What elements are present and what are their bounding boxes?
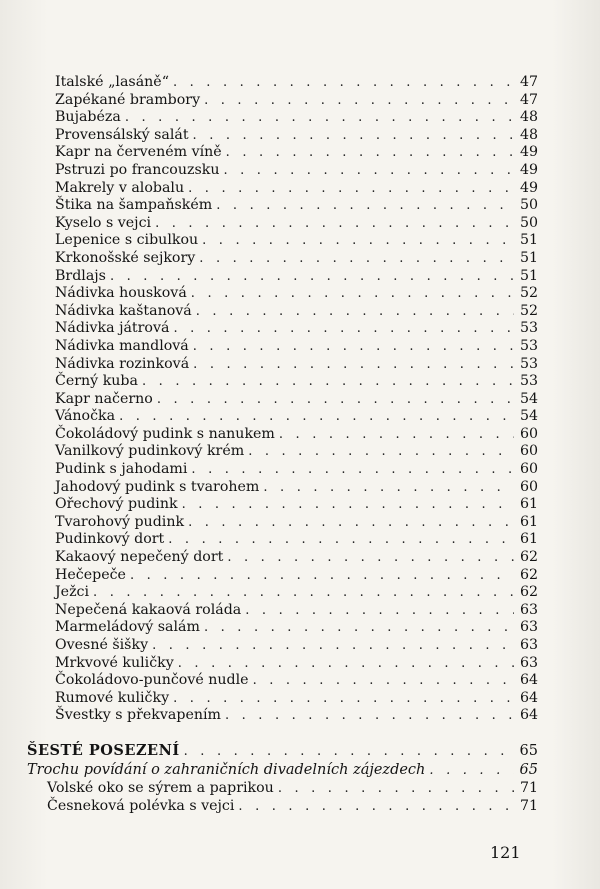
toc-entry-page: 60 (519, 461, 538, 478)
toc-entry[interactable] (55, 408, 538, 426)
toc-entry-page: 61 (519, 531, 538, 548)
toc-entry-title: Ježci (55, 584, 90, 601)
toc-entry[interactable] (55, 496, 538, 514)
toc-entry-title: Provensálský salát (55, 126, 189, 143)
toc-entry-title: Ořechový pudink (55, 496, 178, 513)
toc-entry[interactable] (55, 514, 538, 532)
toc-entry-page: 50 (519, 214, 538, 231)
toc-entry-title: Česneková polévka s vejci (47, 797, 235, 814)
toc-entry[interactable] (55, 144, 538, 162)
leader-dots (168, 531, 514, 549)
leader-dots (173, 320, 514, 338)
toc-entry-title: Pstruzi po francouzsku (55, 161, 220, 178)
toc-entry-title: Marmeládový salám (55, 619, 200, 636)
chapter-heading[interactable] (27, 741, 538, 760)
toc-entry-title: Brdlajs (55, 267, 106, 284)
toc-entry-title: Švestky s překvapením (55, 707, 221, 724)
toc-entry-title: Hečepeče (55, 566, 126, 583)
leader-dots (253, 672, 514, 690)
toc-entry[interactable] (55, 320, 538, 338)
toc-entry-page: 48 (519, 109, 538, 126)
toc-entry-page: 53 (519, 355, 538, 372)
toc-entry-page: 47 (519, 74, 538, 90)
toc-entry-page: 71 (519, 797, 538, 814)
leader-dots (182, 496, 514, 514)
toc-entry-page: 52 (519, 285, 538, 302)
toc-entry-page: 60 (519, 425, 538, 442)
toc-entry[interactable] (55, 356, 538, 374)
toc-entry[interactable] (55, 531, 538, 549)
leader-dots (199, 250, 514, 268)
leader-dots (238, 798, 514, 816)
toc-entry[interactable] (55, 461, 538, 479)
toc-entry-page: 62 (519, 549, 538, 566)
toc-entry[interactable] (55, 584, 538, 602)
leader-dots (157, 391, 514, 409)
leader-dots (125, 109, 514, 127)
leader-dots (204, 92, 514, 110)
leader-dots (188, 180, 514, 198)
chapter-section (27, 741, 538, 815)
toc-entry-title: Volské oko se sýrem a paprikou (47, 780, 274, 796)
toc-entry-title: Kapr na červeném víně (55, 144, 222, 161)
leader-dots (152, 637, 514, 655)
chapter-heading-page: 65 (519, 743, 538, 759)
toc-entry[interactable] (55, 92, 538, 110)
toc-entry-title: Mrkvové kuličky (55, 654, 174, 671)
toc-entry[interactable] (55, 443, 538, 461)
toc-entry-title: Nepečená kakaová roláda (55, 601, 242, 618)
leader-dots (173, 74, 514, 92)
toc-entry[interactable] (55, 655, 538, 673)
toc-entry[interactable] (47, 798, 538, 816)
toc-entry[interactable] (55, 74, 538, 92)
leader-dots (223, 162, 514, 180)
toc-entry[interactable] (55, 602, 538, 620)
leader-dots (196, 303, 514, 321)
toc-entry[interactable] (55, 162, 538, 180)
chapter-heading-title: ŠESTÉ POSEZENÍ (27, 742, 180, 759)
toc-entry[interactable] (55, 232, 538, 250)
toc-entry-title: Nádivka játrová (55, 320, 170, 337)
toc-entry[interactable] (55, 250, 538, 268)
toc-entry-title: Pudinkový dort (55, 531, 165, 548)
leader-dots (191, 461, 514, 479)
toc-entry[interactable] (55, 215, 538, 233)
toc-entry-page: 62 (519, 566, 538, 583)
toc-entry[interactable] (55, 707, 538, 725)
toc-entry[interactable] (55, 479, 538, 497)
toc-entry-page: 49 (519, 161, 538, 178)
toc-entry[interactable] (55, 619, 538, 637)
leader-dots (173, 690, 514, 708)
chapter-subheading-page: 65 (519, 762, 538, 778)
leader-dots (119, 408, 514, 426)
toc-entry-page: 49 (519, 144, 538, 161)
toc-entry-title: Nádivka mandlová (55, 337, 189, 354)
leader-dots (188, 514, 514, 532)
toc-entry-page: 63 (519, 654, 538, 671)
toc-entry[interactable] (55, 637, 538, 655)
toc-entry[interactable] (55, 109, 538, 127)
toc-entry-page: 50 (519, 197, 538, 214)
leader-dots (225, 707, 514, 725)
leader-dots (142, 373, 514, 391)
chapter-items (47, 780, 538, 815)
toc-entry-title: Krkonošské sejkory (55, 249, 196, 266)
toc-entry[interactable] (55, 672, 538, 690)
toc-entry-title: Vanilkový pudinkový krém (55, 443, 245, 460)
leader-dots (178, 655, 514, 673)
chapter-subheading-title: Trochu povídání o zahraničních divadelních zájezdech (27, 762, 426, 778)
toc-entry-page: 62 (519, 584, 538, 601)
toc-entry-page: 63 (519, 601, 538, 618)
leader-dots (155, 215, 514, 233)
toc-entry-title: Ovesné šišky (55, 637, 149, 653)
toc-entry-page: 52 (519, 302, 538, 319)
toc-entry-title: Čokoládový pudink s nanukem (55, 425, 275, 442)
page-number: 121 (490, 843, 521, 862)
leader-dots (93, 584, 514, 602)
toc-entry-page: 48 (519, 126, 538, 143)
toc-entry-page: 54 (519, 408, 538, 425)
leader-dots (429, 761, 514, 781)
toc-entry-page: 71 (519, 780, 538, 796)
toc-entry-page: 60 (519, 443, 538, 460)
table-of-contents (55, 74, 538, 725)
toc-entry-title: Vánočka (55, 408, 116, 425)
toc-entry[interactable] (55, 268, 538, 286)
toc-entry-page: 51 (519, 232, 538, 249)
toc-entry-page: 54 (519, 390, 538, 407)
leader-dots (245, 602, 514, 620)
leader-dots (130, 567, 514, 585)
toc-entry[interactable] (55, 197, 538, 215)
toc-entry-title: Zapékané brambory (55, 91, 201, 108)
toc-entry-title: Italské „lasáně“ (55, 74, 169, 90)
leader-dots (193, 127, 514, 145)
toc-entry-title: Kyselo s vejci (55, 214, 152, 231)
toc-entry-page: 53 (519, 373, 538, 390)
toc-entry-page: 64 (519, 689, 538, 706)
toc-entry-title: Nádivka housková (55, 285, 187, 302)
toc-entry-title: Tvarohový pudink (55, 513, 185, 530)
toc-entry-title: Bujabéza (55, 109, 121, 126)
leader-dots (191, 285, 514, 303)
toc-entry-page: 63 (519, 637, 538, 653)
toc-entry-title: Černý kuba (55, 373, 138, 390)
toc-entry-title: Kapr načerno (55, 390, 153, 407)
toc-entry-page: 60 (519, 478, 538, 495)
toc-entry-page: 51 (519, 249, 538, 266)
leader-dots (279, 426, 514, 444)
toc-entry[interactable] (55, 549, 538, 567)
leader-dots (204, 619, 514, 637)
toc-entry[interactable] (55, 285, 538, 303)
leader-dots (110, 268, 514, 286)
toc-entry-page: 53 (519, 337, 538, 354)
leader-dots (184, 742, 514, 761)
toc-entry-page: 61 (519, 496, 538, 513)
leader-dots (263, 479, 514, 497)
toc-entry-page: 63 (519, 619, 538, 636)
leader-dots (202, 232, 514, 250)
toc-entry[interactable] (55, 338, 538, 356)
chapter-subheading[interactable] (27, 760, 538, 780)
toc-entry-title: Jahodový pudink s tvarohem (55, 478, 260, 495)
toc-entry[interactable] (55, 690, 538, 708)
toc-entry-title: Rumové kuličky (55, 689, 170, 706)
toc-entry-title: Štika na šampaňském (55, 197, 213, 214)
leader-dots (193, 338, 514, 356)
leader-dots (216, 197, 514, 215)
toc-entry-page: 49 (519, 179, 538, 196)
toc-entry-title: Nádivka kaštanová (55, 302, 192, 319)
toc-entry-title: Nádivka rozinková (55, 355, 190, 372)
toc-entry[interactable] (47, 780, 538, 798)
toc-entry-page: 53 (519, 320, 538, 337)
leader-dots (193, 356, 514, 374)
leader-dots (248, 443, 514, 461)
leader-dots (227, 549, 514, 567)
toc-entry[interactable] (55, 373, 538, 391)
toc-entry-title: Čokoládovo-punčové nudle (55, 672, 249, 689)
leader-dots (226, 144, 514, 162)
toc-entry-page: 61 (519, 513, 538, 530)
toc-entry[interactable] (55, 127, 538, 145)
toc-entry-page: 64 (519, 707, 538, 724)
toc-entry-title: Makrely v alobalu (55, 179, 185, 196)
toc-entry[interactable] (55, 303, 538, 321)
toc-entry-title: Pudink s jahodami (55, 461, 188, 478)
toc-entry[interactable] (55, 426, 538, 444)
toc-entry[interactable] (55, 180, 538, 198)
toc-entry[interactable] (55, 567, 538, 585)
toc-entry-title: Kakaový nepečený dort (55, 549, 224, 566)
toc-entry-title: Lepenice s cibulkou (55, 232, 199, 249)
toc-entry-page: 51 (519, 267, 538, 284)
leader-dots (278, 780, 514, 798)
toc-entry[interactable] (55, 391, 538, 409)
toc-entry-page: 47 (519, 91, 538, 108)
toc-entry-page: 64 (519, 672, 538, 689)
